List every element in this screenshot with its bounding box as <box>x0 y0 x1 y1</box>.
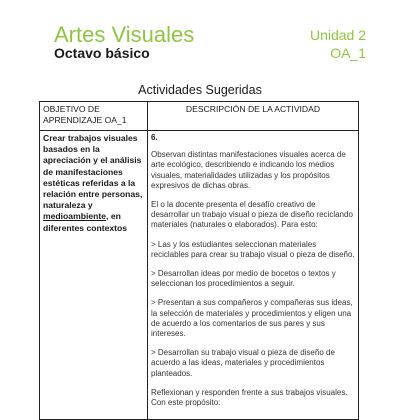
table-row <box>40 131 359 420</box>
table-header-row <box>40 102 359 131</box>
description-column-header: DESCRIPCIÓN DE LA ACTIVIDAD <box>148 102 359 131</box>
description-cell <box>148 131 359 420</box>
oa-code-label: OA_1 <box>330 45 366 61</box>
activity-paragraph: El o la docente presenta el desafío creativo de desarrollar un trabajo visual o pieza de diseño reciclando materiales (naturales o elaborados). Para esto: <box>151 200 353 230</box>
activity-number: 6. <box>151 133 158 142</box>
objective-text-end: , en diferentes contextos <box>43 211 128 233</box>
objective-column-header: OBJETIVO DE APRENDIZAJE OA_1 <box>40 102 148 131</box>
grade-subtitle: Octavo básico <box>54 45 150 61</box>
subject-title: Artes Visuales <box>54 22 195 47</box>
activity-paragraph: Reflexionan y responden frente a sus trabajos visuales. Con este propósito: <box>151 387 348 408</box>
section-title: Actividades Sugeridas <box>138 83 262 97</box>
activity-step: > Las y los estudiantes seleccionan materiales reciclables para crear su trabajo visual o pieza de diseño. <box>151 239 355 259</box>
activity-step: > Desarrollan ideas por medio de bocetos o textos y seleccionan los procedimientos a seguir. <box>151 269 336 289</box>
document-header <box>54 22 366 66</box>
activities-table <box>39 101 359 420</box>
objective-cell <box>40 131 148 420</box>
activity-step: > Desarrollan su trabajo visual o pieza de diseño de acuerdo a las ideas, materiales y procedimientos planteados. <box>151 348 335 378</box>
objective-text-start: Crear trabajos visuales basados en la apreciación y el análisis de manifestaciones estéticas referidas a la relación entre personas, naturaleza y <box>43 133 143 211</box>
activity-paragraph: Observan distintas manifestaciones visuales acerca de arte ecológico, describiendo e indicando los medios visuales, materialidades utilizadas y los propósitos expresivos de dichas obras. <box>151 150 346 190</box>
objective-underlined-term: medioambiente <box>43 211 107 222</box>
activity-step: > Presentan a sus compañeros y compañeras sus ideas, la selección de materiales y procedimientos y eligen una de acuerdo a los comentarios de sus pares y sus intereses. <box>151 298 353 339</box>
unit-label: Unidad 2 <box>309 27 366 43</box>
